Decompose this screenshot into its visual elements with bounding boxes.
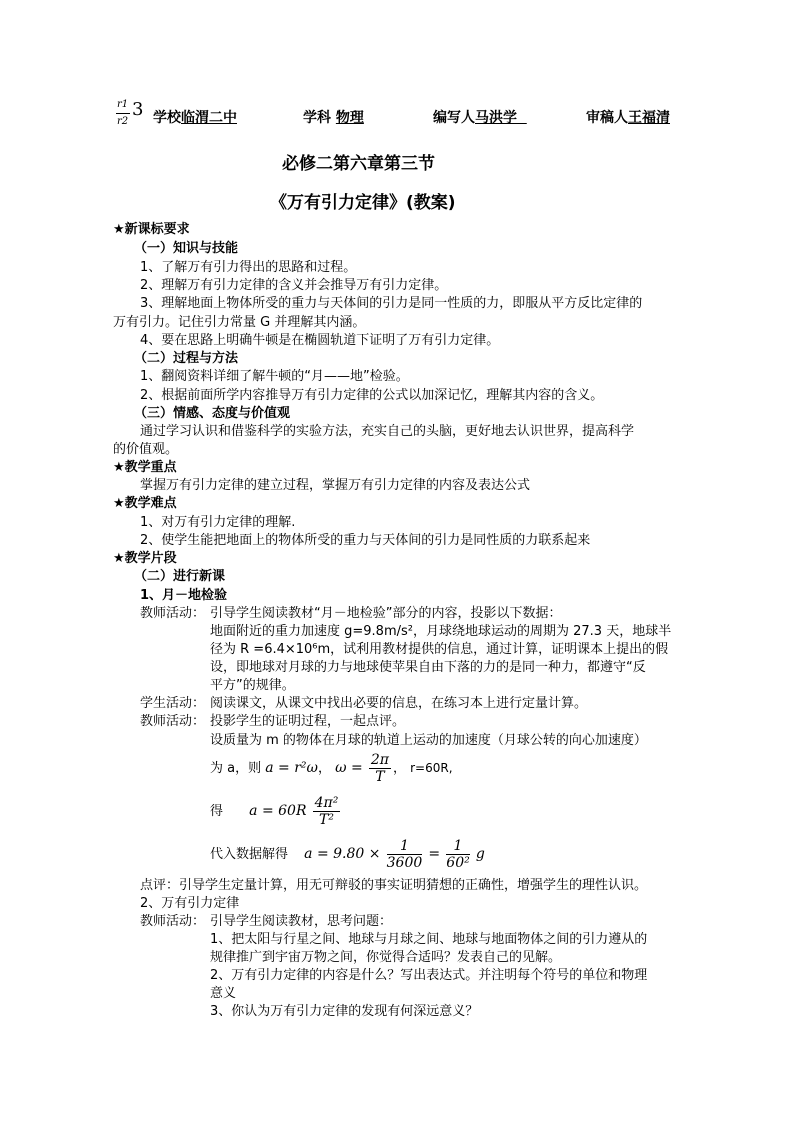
- comment-text: 点评：引导学生定量计算，用无可辩驳的事实证明猜想的正确性，增强学生的理性认识。: [140, 878, 648, 893]
- equation-2: [210, 795, 342, 828]
- knowledge-item-2: 2、理解万有引力定律的含义并会推导万有引力定律。: [140, 278, 448, 293]
- difficulty-item-2: 2、使学生能把地面上的物体所受的重力与天体间的引力是同性质的力联系起来: [140, 533, 591, 548]
- section-heading-difficulties: ★教学难点: [113, 496, 177, 511]
- author-field: [433, 107, 527, 127]
- process-item-2: 2、根据前面所学内容推导万有引力定律的公式以加深记忆，理解其内容的含义。: [140, 388, 604, 403]
- equation-3: [210, 838, 485, 871]
- author-label: 编写人: [433, 110, 475, 126]
- subject-field: [303, 107, 364, 127]
- part-2-title: 2、万有引力定律: [140, 896, 240, 911]
- subsection-process: （二）过程与方法: [134, 351, 239, 366]
- difficulty-item-1: 1、对万有引力定律的理解.: [140, 515, 296, 530]
- school-label: 学校: [153, 110, 181, 126]
- reviewer-label: 审稿人: [586, 110, 628, 126]
- student-activity-line-1: 阅读课文，从课文中找出必要的信息，在练习本上进行定量计算。: [210, 696, 588, 711]
- author-value: 马洪学: [475, 110, 517, 126]
- equation-3-numerator-2: 1: [446, 838, 469, 855]
- subsection-knowledge: （一）知识与技能: [134, 241, 239, 256]
- section-heading-fragment: ★教学片段: [113, 551, 177, 566]
- reviewer-value: 王福清: [628, 110, 670, 126]
- equation-2-fraction: [313, 795, 341, 828]
- logo-digit: 3: [132, 99, 144, 120]
- teacher-activity-label-2: 教师活动：: [140, 714, 206, 729]
- school-field: [153, 107, 237, 127]
- equation-3-denominator-2: 60²: [446, 855, 470, 871]
- knowledge-item-3a: 3、理解地面上物体所受的重力与天体间的引力是同一性质的力，即服从平方反比定律的: [140, 296, 643, 311]
- equation-3-fraction-1: [387, 838, 423, 871]
- school-value: 临渭二中: [181, 110, 237, 126]
- teacher-activity-1-line-4: 设，即地球对月球的力与地球使苹果自由下落的力的是同一种力，都遵守“反: [210, 660, 646, 675]
- question-2-a: 2、万有引力定律的内容是什么？写出表达式。并注明每个符号的单位和物理: [210, 968, 648, 983]
- teacher-activity-1-line-5: 平方”的规律。: [210, 678, 295, 693]
- teacher-activity-2-line-1: 投影学生的证明过程，一起点评。: [210, 714, 406, 729]
- teacher-activity-1-line-1: 引导学生阅读教材“月－地检验”部分的内容，投影以下数据：: [210, 606, 562, 621]
- equation-1-numerator: 2π: [370, 752, 389, 768]
- lesson-title: 《万有引力定律》(教案): [270, 193, 456, 213]
- equation-2-lhs: a = 60R: [249, 803, 307, 819]
- question-1-a: 1、把太阳与行星之间、地球与月球之间、地球与地面物体之间的引力遵从的: [210, 932, 648, 947]
- logo-numerator: r1: [117, 99, 129, 110]
- teacher-activity-1-line-2: 地面附近的重力加速度 g=9.8m/s²，月球绕地球运动的周期为 27.3 天，地球半: [210, 624, 672, 639]
- equation-1-denominator: T: [375, 769, 385, 785]
- equation-3-g: g: [475, 846, 485, 862]
- equation-3-numerator-1: 1: [387, 838, 423, 855]
- equation-1-a: a = r²ω: [265, 760, 318, 776]
- equation-1: 为 a，则 a = r²ω， ω = $\frac{2\pi}{T}$ ， r=60R,: [210, 752, 453, 785]
- values-text-a: 通过学习认识和借鉴科学的实验方法，充实自己的头脑，更好地去认识世界，提高科学: [140, 424, 635, 439]
- equation-3-equals: =: [428, 846, 441, 862]
- equation-1-omega: ω =: [335, 760, 363, 776]
- equation-2-numerator: 4π²: [314, 795, 339, 811]
- equation-3-prefix: 代入数据解得: [210, 847, 289, 862]
- section-heading-key-points: ★教学重点: [113, 460, 177, 475]
- equation-3-fraction-2: [446, 838, 469, 871]
- teacher-activity-label-1: 教师活动：: [140, 606, 206, 621]
- part-1-title: 1、月－地检验: [140, 588, 228, 603]
- section-heading-standards: ★新课标要求: [113, 222, 190, 237]
- equation-2-prefix: 得: [210, 804, 224, 819]
- teacher-activity-label-3: 教师活动：: [140, 914, 206, 929]
- key-points-text: 掌握万有引力定律的建立过程，掌握万有引力定律的内容及表达公式: [140, 478, 531, 493]
- knowledge-item-1: 1、了解万有引力得出的思路和过程。: [140, 260, 357, 275]
- subject-label: 学科: [303, 110, 331, 126]
- reviewer-field: [586, 107, 670, 127]
- equation-3-lhs: a = 9.80 ×: [304, 846, 381, 862]
- question-1-b: 规律推广到宇宙万物之间，你觉得合适吗？发表自己的见解。: [210, 950, 562, 965]
- process-item-1: 1、翻阅资料详细了解牛顿的“月——地”检验。: [140, 369, 409, 384]
- teacher-activity-1-line-3: 径为 R =6.4×10⁶m，试利用教材提供的信息，通过计算，证明课本上提出的假: [210, 642, 669, 657]
- chapter-title: 必修二第六章第三节: [282, 154, 435, 174]
- equation-1-r: r=60R,: [410, 761, 453, 775]
- equation-3-denominator-1: 3600: [386, 855, 423, 871]
- subsection-new-lesson: （二）进行新课: [134, 569, 226, 584]
- logo-bar: [116, 113, 130, 114]
- knowledge-item-3b: 万有引力。记住引力常量 G 并理解其内涵。: [113, 315, 366, 330]
- knowledge-item-4: 4、要在思路上明确牛顿是在椭圆轨道下证明了万有引力定律。: [140, 333, 500, 348]
- subject-value: 物理: [335, 110, 364, 126]
- teacher-activity-3-line-1: 引导学生阅读教材，思考问题：: [210, 914, 393, 929]
- subsection-values: （三）情感、态度与价值观: [134, 406, 291, 421]
- equation-2-denominator: T²: [319, 812, 334, 828]
- equation-1-prefix: 为 a，则: [210, 761, 262, 776]
- question-3: 3、你认为万有引力定律的发现有何深远意义？: [210, 1004, 479, 1019]
- question-2-b: 意义: [210, 986, 237, 1001]
- logo-denominator: r2: [117, 116, 129, 127]
- header-logo: [113, 99, 153, 133]
- values-text-b: 的价值观。: [113, 442, 179, 457]
- teacher-activity-2-line-2: 设质量为 m 的物体在月球的轨道上运动的加速度（月球公转的向心加速度）: [210, 733, 647, 748]
- student-activity-label: 学生活动：: [140, 696, 206, 711]
- equation-1-fraction: [369, 752, 391, 785]
